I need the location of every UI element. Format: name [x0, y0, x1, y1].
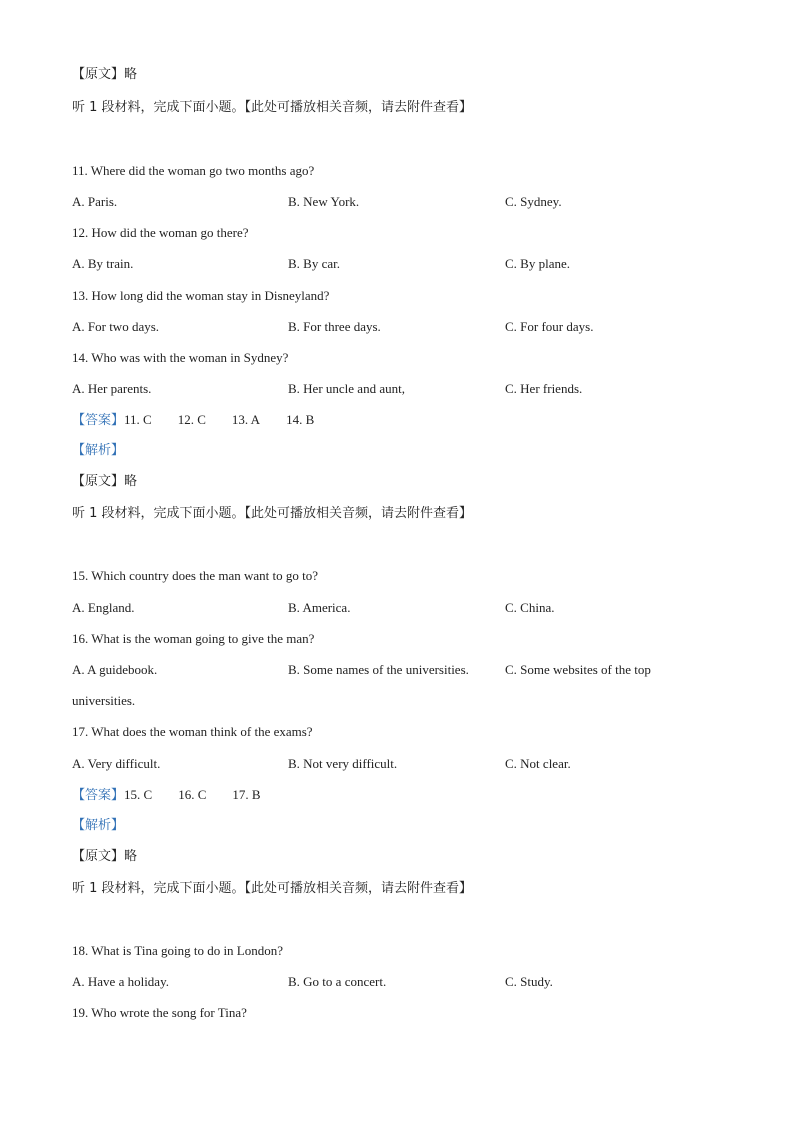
answer-line: [72, 787, 287, 804]
option-a: A. For two days.: [72, 319, 160, 334]
question-17: 17. What does the woman think of the exams?: [72, 724, 313, 739]
option-a: A. By train.: [72, 256, 134, 271]
answer-line: [72, 412, 340, 429]
option-b: B. America.: [288, 600, 351, 615]
question-16: 16. What is the woman going to give the man?: [72, 631, 315, 646]
question-11: 11. Where did the woman go two months ago?: [72, 163, 315, 178]
option-c: C. Her friends.: [505, 381, 583, 396]
answer-16: 16. C: [178, 787, 207, 802]
option-b: B. Some names of the universities.: [288, 662, 469, 677]
answer-13: 13. A: [231, 412, 261, 427]
option-c: C. Not clear.: [505, 756, 571, 771]
answer-tag: 【答案】: [72, 413, 125, 428]
answer-17: 17. B: [232, 787, 261, 802]
option-a: A. England.: [72, 600, 135, 615]
answer-12: 12. C: [177, 412, 206, 427]
option-c: C. Sydney.: [505, 194, 562, 209]
answer-14: 14. B: [286, 412, 315, 427]
question-18: 18. What is Tina going to do in London?: [72, 943, 284, 958]
question-14: 14. Who was with the woman in Sydney?: [72, 350, 289, 365]
answer-tag: 【答案】: [72, 788, 125, 803]
question-19: 19. Who wrote the song for Tina?: [72, 1005, 247, 1020]
option-b: B. Her uncle and aunt,: [288, 381, 405, 396]
option-c: C. Study.: [505, 974, 553, 989]
option-b: B. New York.: [288, 194, 360, 209]
analysis-tag: 【解析】: [72, 818, 125, 833]
answer-11: 11. C: [124, 412, 152, 427]
original-text-label: 【原文】略: [72, 67, 138, 82]
option-c: C. China.: [505, 600, 555, 615]
question-13: 13. How long did the woman stay in Disneyland?: [72, 288, 330, 303]
option-a: A. Have a holiday.: [72, 974, 169, 989]
question-15: 15. Which country does the man want to go to?: [72, 568, 318, 583]
option-a: A. Very difficult.: [72, 756, 161, 771]
listening-instruction: 听 1 段材料，完成下面小题。【此处可播放相关音频，请去附件查看】: [72, 506, 473, 521]
question-12: 12. How did the woman go there?: [72, 225, 249, 240]
option-b: B. By car.: [288, 256, 340, 271]
listening-instruction: 听 1 段材料，完成下面小题。【此处可播放相关音频，请去附件查看】: [72, 100, 473, 115]
option-a: A. Paris.: [72, 194, 118, 209]
original-text-label: 【原文】略: [72, 474, 138, 489]
option-a: A. Her parents.: [72, 381, 152, 396]
listening-instruction: 听 1 段材料，完成下面小题。【此处可播放相关音频，请去附件查看】: [72, 881, 473, 896]
option-b: B. For three days.: [288, 319, 381, 334]
option-c: C. Some websites of the top: [505, 662, 651, 677]
option-a: A. A guidebook.: [72, 662, 158, 677]
option-c-continuation: universities.: [72, 693, 136, 708]
option-c: C. By plane.: [505, 256, 570, 271]
analysis-tag: 【解析】: [72, 443, 125, 458]
original-text-label: 【原文】略: [72, 849, 138, 864]
option-b: B. Not very difficult.: [288, 756, 398, 771]
answer-15: 15. C: [124, 787, 153, 802]
option-c: C. For four days.: [505, 319, 594, 334]
option-b: B. Go to a concert.: [288, 974, 387, 989]
